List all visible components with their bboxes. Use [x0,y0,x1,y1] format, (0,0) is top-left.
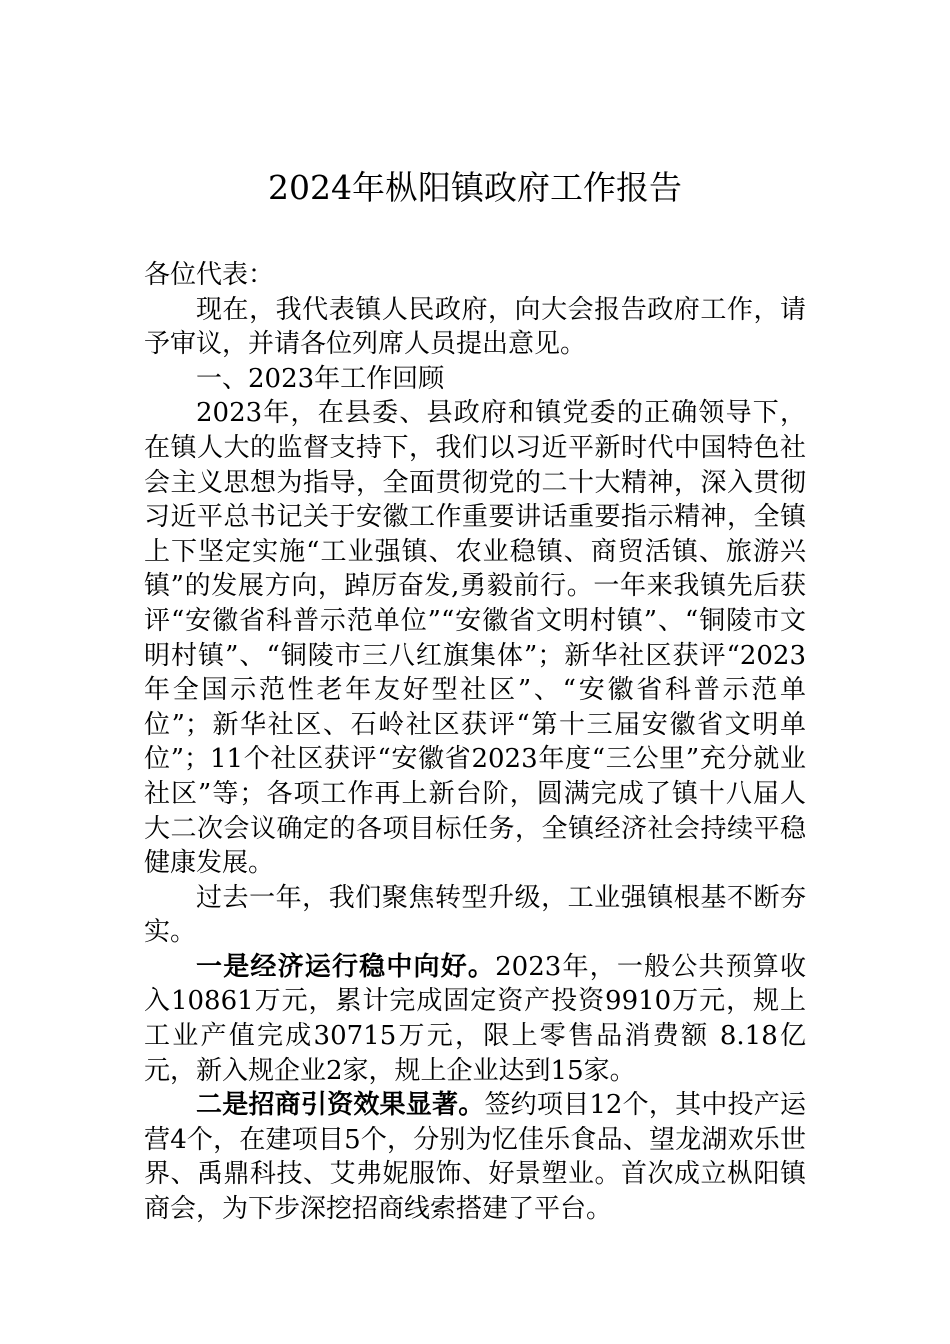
document-body [144,258,806,1227]
point-economy-lead: 一是经济运行稳中向好。 [196,951,496,982]
salutation: 各位代表： [144,260,275,290]
intro-paragraph: 现在，我代表镇人民政府，向大会报告政府工作，请予审议，并请各位列席人员提出意见。 [144,294,806,360]
point-economy-text: 2023年，一般公共预算收入10861万元，累计完成固定资产投资9910万元，规上工业产值完成30715万元，限上零售品消费额 8.18亿元，新入规企业2家，规上企业达到15家。 [144,951,806,1086]
point-investment-paragraph [144,1088,806,1226]
point-investment-text: 签约项目12个，其中投产运营4个，在建项目5个，分别为忆佳乐食品、望龙湖欢乐世界、禹鼎科技、艾弗妮服饰、好景塑业。首次成立枞阳镇商会，为下步深挖招商线索搭建了平台。 [144,1090,806,1225]
section-heading: 一、2023年工作回顾 [196,363,445,394]
document-title: 2024年枞阳镇政府工作报告 [268,168,682,207]
point-investment-lead: 二是招商引资效果显著。 [196,1090,485,1121]
point-economy-paragraph [144,950,806,1088]
past-year-paragraph: 过去一年，我们聚焦转型升级，工业强镇根基不断夯实。 [144,882,806,948]
review-paragraph: 2023年，在县委、县政府和镇党委的正确领导下，在镇人大的监督支持下，我们以习近平新时代中国特色社会主义思想为指导，全面贯彻党的二十大精神，深入贯彻习近平总书记关于安徽工作重要讲话重要指示精神，全镇上下坚定实施“工业强镇、农业稳镇、商贸活镇、旅游兴镇”的发展方向，踔厉奋发,勇毅前行。一年来我镇先后获评“安徽省科普示范单位”“安徽省文明村镇”、“铜陵市文明村镇”、“铜陵市三八红旗集体”；新华社区获评“2023年全国示范性老年友好型社区”、“安徽省科普示范单位”；新华社区、石岭社区获评“第十三届安徽省文明单位”；11个社区获评“安徽省2023年度“三公里”充分就业社区”等；各项工作再上新台阶，圆满完成了镇十八届人大二次会议确定的各项目标任务，全镇经济社会持续平稳健康发展。 [144,398,806,879]
